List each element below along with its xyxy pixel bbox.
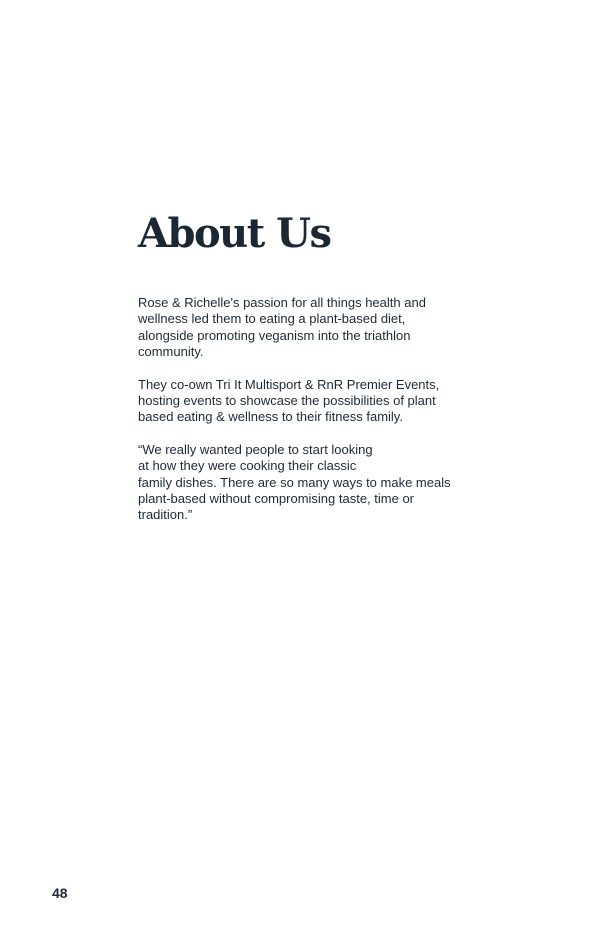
page-title: About Us [138, 210, 331, 257]
paragraph-co-own: They co-own Tri It Multisport & RnR Premier Events, hosting events to showcase the possibilities of plant based eating & wellness to their fitness family. [138, 376, 440, 425]
about-body [138, 295, 458, 540]
quote-line: tradition.” [138, 507, 193, 523]
quote-line: plant-based without compromising taste, time or [138, 491, 415, 507]
quote-line: “We really wanted people to start looking [138, 441, 373, 457]
page-number: 48 [52, 885, 68, 901]
quote-paragraph [138, 442, 458, 524]
quote-line: at how they were cooking their classic [138, 458, 357, 474]
quote-line: family dishes. There are so many ways to make meals [138, 474, 451, 490]
paragraph-passion: Rose & Richelle's passion for all things health and wellness led them to eating a plant-based diet, alongside promoting veganism into the triathlon community. [138, 295, 426, 360]
